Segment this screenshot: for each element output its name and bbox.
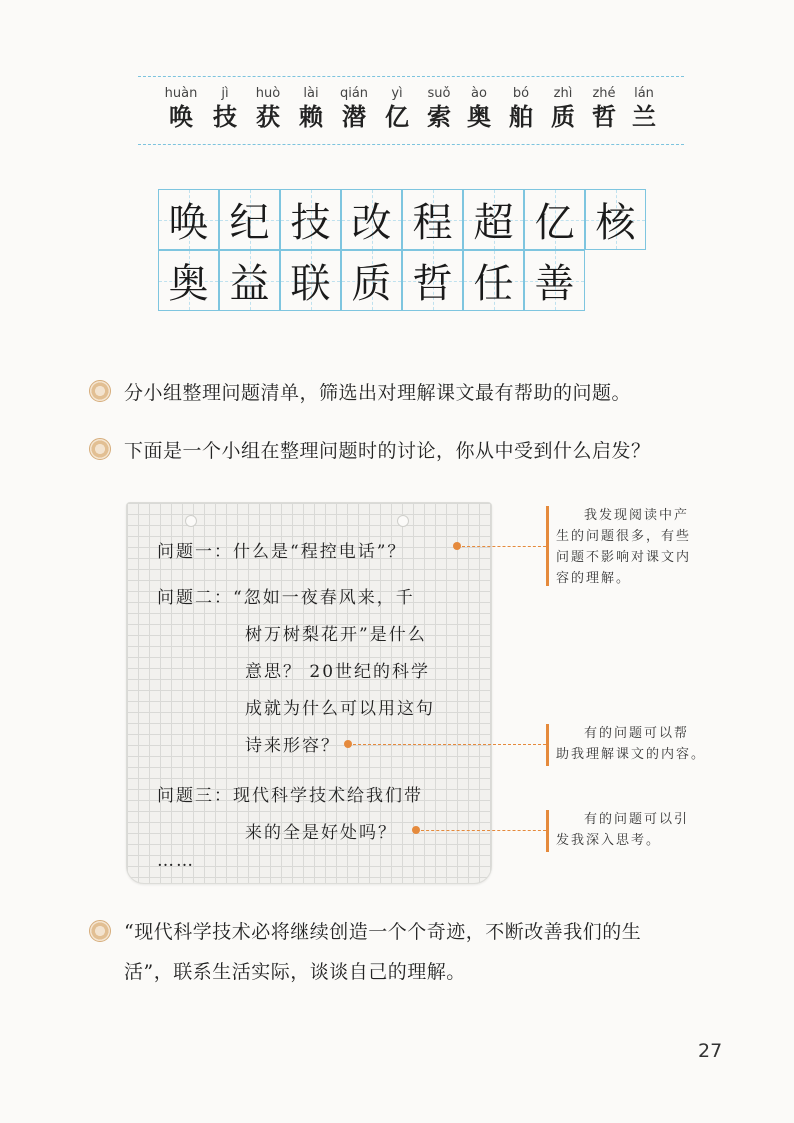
- grid-char: 质: [351, 261, 392, 307]
- side-note-1: [556, 505, 691, 589]
- grid-char: 超: [473, 200, 514, 246]
- grid-cell: [341, 189, 402, 250]
- connector-dot: [412, 826, 420, 834]
- note-line: 助我理解课文的内容。: [556, 747, 707, 762]
- writing-grid: [158, 189, 648, 311]
- connector-line: [421, 830, 546, 831]
- grid-cell: [402, 250, 463, 311]
- vocab-item: [204, 86, 246, 132]
- task-bullet-icon: [89, 920, 111, 942]
- grid-cell: [280, 189, 341, 250]
- grid-char: 技: [290, 200, 331, 246]
- page-number: 27: [698, 1040, 723, 1062]
- vocab-char: 质: [551, 102, 575, 131]
- vocab-pinyin: zhì: [553, 86, 573, 101]
- grid-char: 联: [290, 261, 331, 307]
- vocab-char: 奥: [467, 102, 491, 131]
- grid-cell: [219, 189, 280, 250]
- connector-dot: [453, 542, 461, 550]
- vocab-char: 舶: [509, 102, 533, 131]
- grid-char: 改: [351, 200, 392, 246]
- grid-char: 纪: [229, 200, 270, 246]
- vocab-char: 哲: [592, 102, 616, 131]
- question-3-line: 问题三：现代科学技术给我们带: [157, 786, 423, 806]
- vocab-item: [542, 86, 584, 132]
- vocab-pinyin: ào: [471, 86, 487, 101]
- connector-line: [462, 546, 546, 547]
- vocab-pinyin: huò: [255, 86, 281, 101]
- vocab-pinyin: lán: [634, 86, 654, 101]
- vocab-band-bottom-line: [138, 144, 684, 145]
- task-text: “现代科学技术必将继续创造一个个奇迹，不断改善我们的生: [124, 921, 642, 943]
- grid-cell: [524, 189, 585, 250]
- grid-cell: [341, 250, 402, 311]
- task-text: 下面是一个小组在整理问题时的讨论，你从中受到什么启发？: [124, 440, 651, 462]
- vocab-item: [458, 86, 500, 132]
- vocab-char: 唤: [169, 102, 193, 131]
- vocab-pinyin: bó: [512, 86, 530, 101]
- task-text: 活”，联系生活实际，谈谈自己的理解。: [124, 961, 466, 983]
- question-2-line: 诗来形容？: [245, 736, 340, 756]
- question-2-line: 问题二：“忽如一夜春风来，千: [157, 588, 415, 608]
- binder-hole: [185, 515, 197, 527]
- question-1: 问题一：什么是“程控电话”？: [157, 542, 407, 562]
- vocab-band-top-line: [138, 76, 684, 77]
- grid-cell: [463, 250, 524, 311]
- question-2-line: 树万树梨花开”是什么: [245, 625, 427, 645]
- note-line: 有的问题可以引: [584, 812, 690, 827]
- vocab-pinyin: jì: [221, 86, 229, 101]
- grid-cell: [158, 250, 219, 311]
- grid-cell: [463, 189, 524, 250]
- grid-cell: [524, 250, 585, 311]
- grid-char: 唤: [168, 200, 209, 246]
- question-3-line: 来的全是好处吗？: [245, 823, 397, 843]
- grid-cell: [280, 250, 341, 311]
- vocab-item: [290, 86, 332, 132]
- vocab-pinyin: qián: [339, 86, 369, 101]
- grid-char: 核: [595, 200, 636, 246]
- note-bar: [546, 724, 549, 766]
- task-bullet-icon: [89, 438, 111, 460]
- vocab-item: [247, 86, 289, 132]
- grid-cell: [158, 189, 219, 250]
- vocab-char: 技: [213, 102, 237, 131]
- connector-line: [353, 744, 546, 745]
- vocab-pinyin: huàn: [164, 86, 198, 101]
- vocab-char: 兰: [632, 102, 656, 131]
- note-line: 我发现阅读中产: [584, 508, 690, 523]
- vocab-item: [376, 86, 418, 132]
- grid-char: 程: [412, 200, 453, 246]
- question-2-line: 意思？ 20世纪的科学: [245, 662, 431, 682]
- grid-char: 任: [473, 261, 514, 307]
- grid-cell: [585, 189, 646, 250]
- task-text: 分小组整理问题清单，筛选出对理解课文最有帮助的问题。: [124, 382, 632, 404]
- vocab-char: 索: [427, 102, 451, 131]
- note-bar: [546, 506, 549, 586]
- vocab-item: [583, 86, 625, 132]
- vocab-char: 亿: [385, 102, 409, 131]
- vocab-item: [623, 86, 665, 132]
- vocab-pinyin: lài: [303, 86, 319, 101]
- vocab-item: [418, 86, 460, 132]
- grid-cell: [219, 250, 280, 311]
- side-note-2: [556, 723, 706, 765]
- vocab-pinyin: zhé: [592, 86, 616, 101]
- vocab-pinyin: suǒ: [427, 86, 451, 101]
- grid-char: 善: [534, 261, 575, 307]
- question-2-line: 成就为什么可以用这句: [245, 699, 435, 719]
- notebook-card: [126, 502, 492, 884]
- vocab-item: [333, 86, 375, 132]
- vocab-char: 赖: [299, 102, 323, 131]
- more-ellipsis: ……: [157, 851, 195, 871]
- note-line: 发我深入思考。: [556, 833, 662, 848]
- task-bullet-icon: [89, 380, 111, 402]
- note-line: 容的理解。: [556, 571, 632, 586]
- note-line: 有的问题可以帮: [584, 726, 690, 741]
- vocab-item: [500, 86, 542, 132]
- grid-char: 亿: [534, 200, 575, 246]
- grid-char: 哲: [412, 261, 453, 307]
- vocab-pinyin: yì: [391, 86, 403, 101]
- vocab-char: 获: [256, 102, 280, 131]
- note-line: 问题不影响对课文内: [556, 550, 692, 565]
- vocab-char: 潜: [342, 102, 366, 131]
- grid-char: 奥: [168, 261, 209, 307]
- binder-hole: [397, 515, 409, 527]
- connector-dot: [344, 740, 352, 748]
- note-line: 生的问题很多，有些: [556, 529, 692, 544]
- side-note-3: [556, 809, 689, 851]
- note-bar: [546, 810, 549, 852]
- grid-cell: [402, 189, 463, 250]
- grid-char: 益: [229, 261, 270, 307]
- vocab-item: [160, 86, 202, 132]
